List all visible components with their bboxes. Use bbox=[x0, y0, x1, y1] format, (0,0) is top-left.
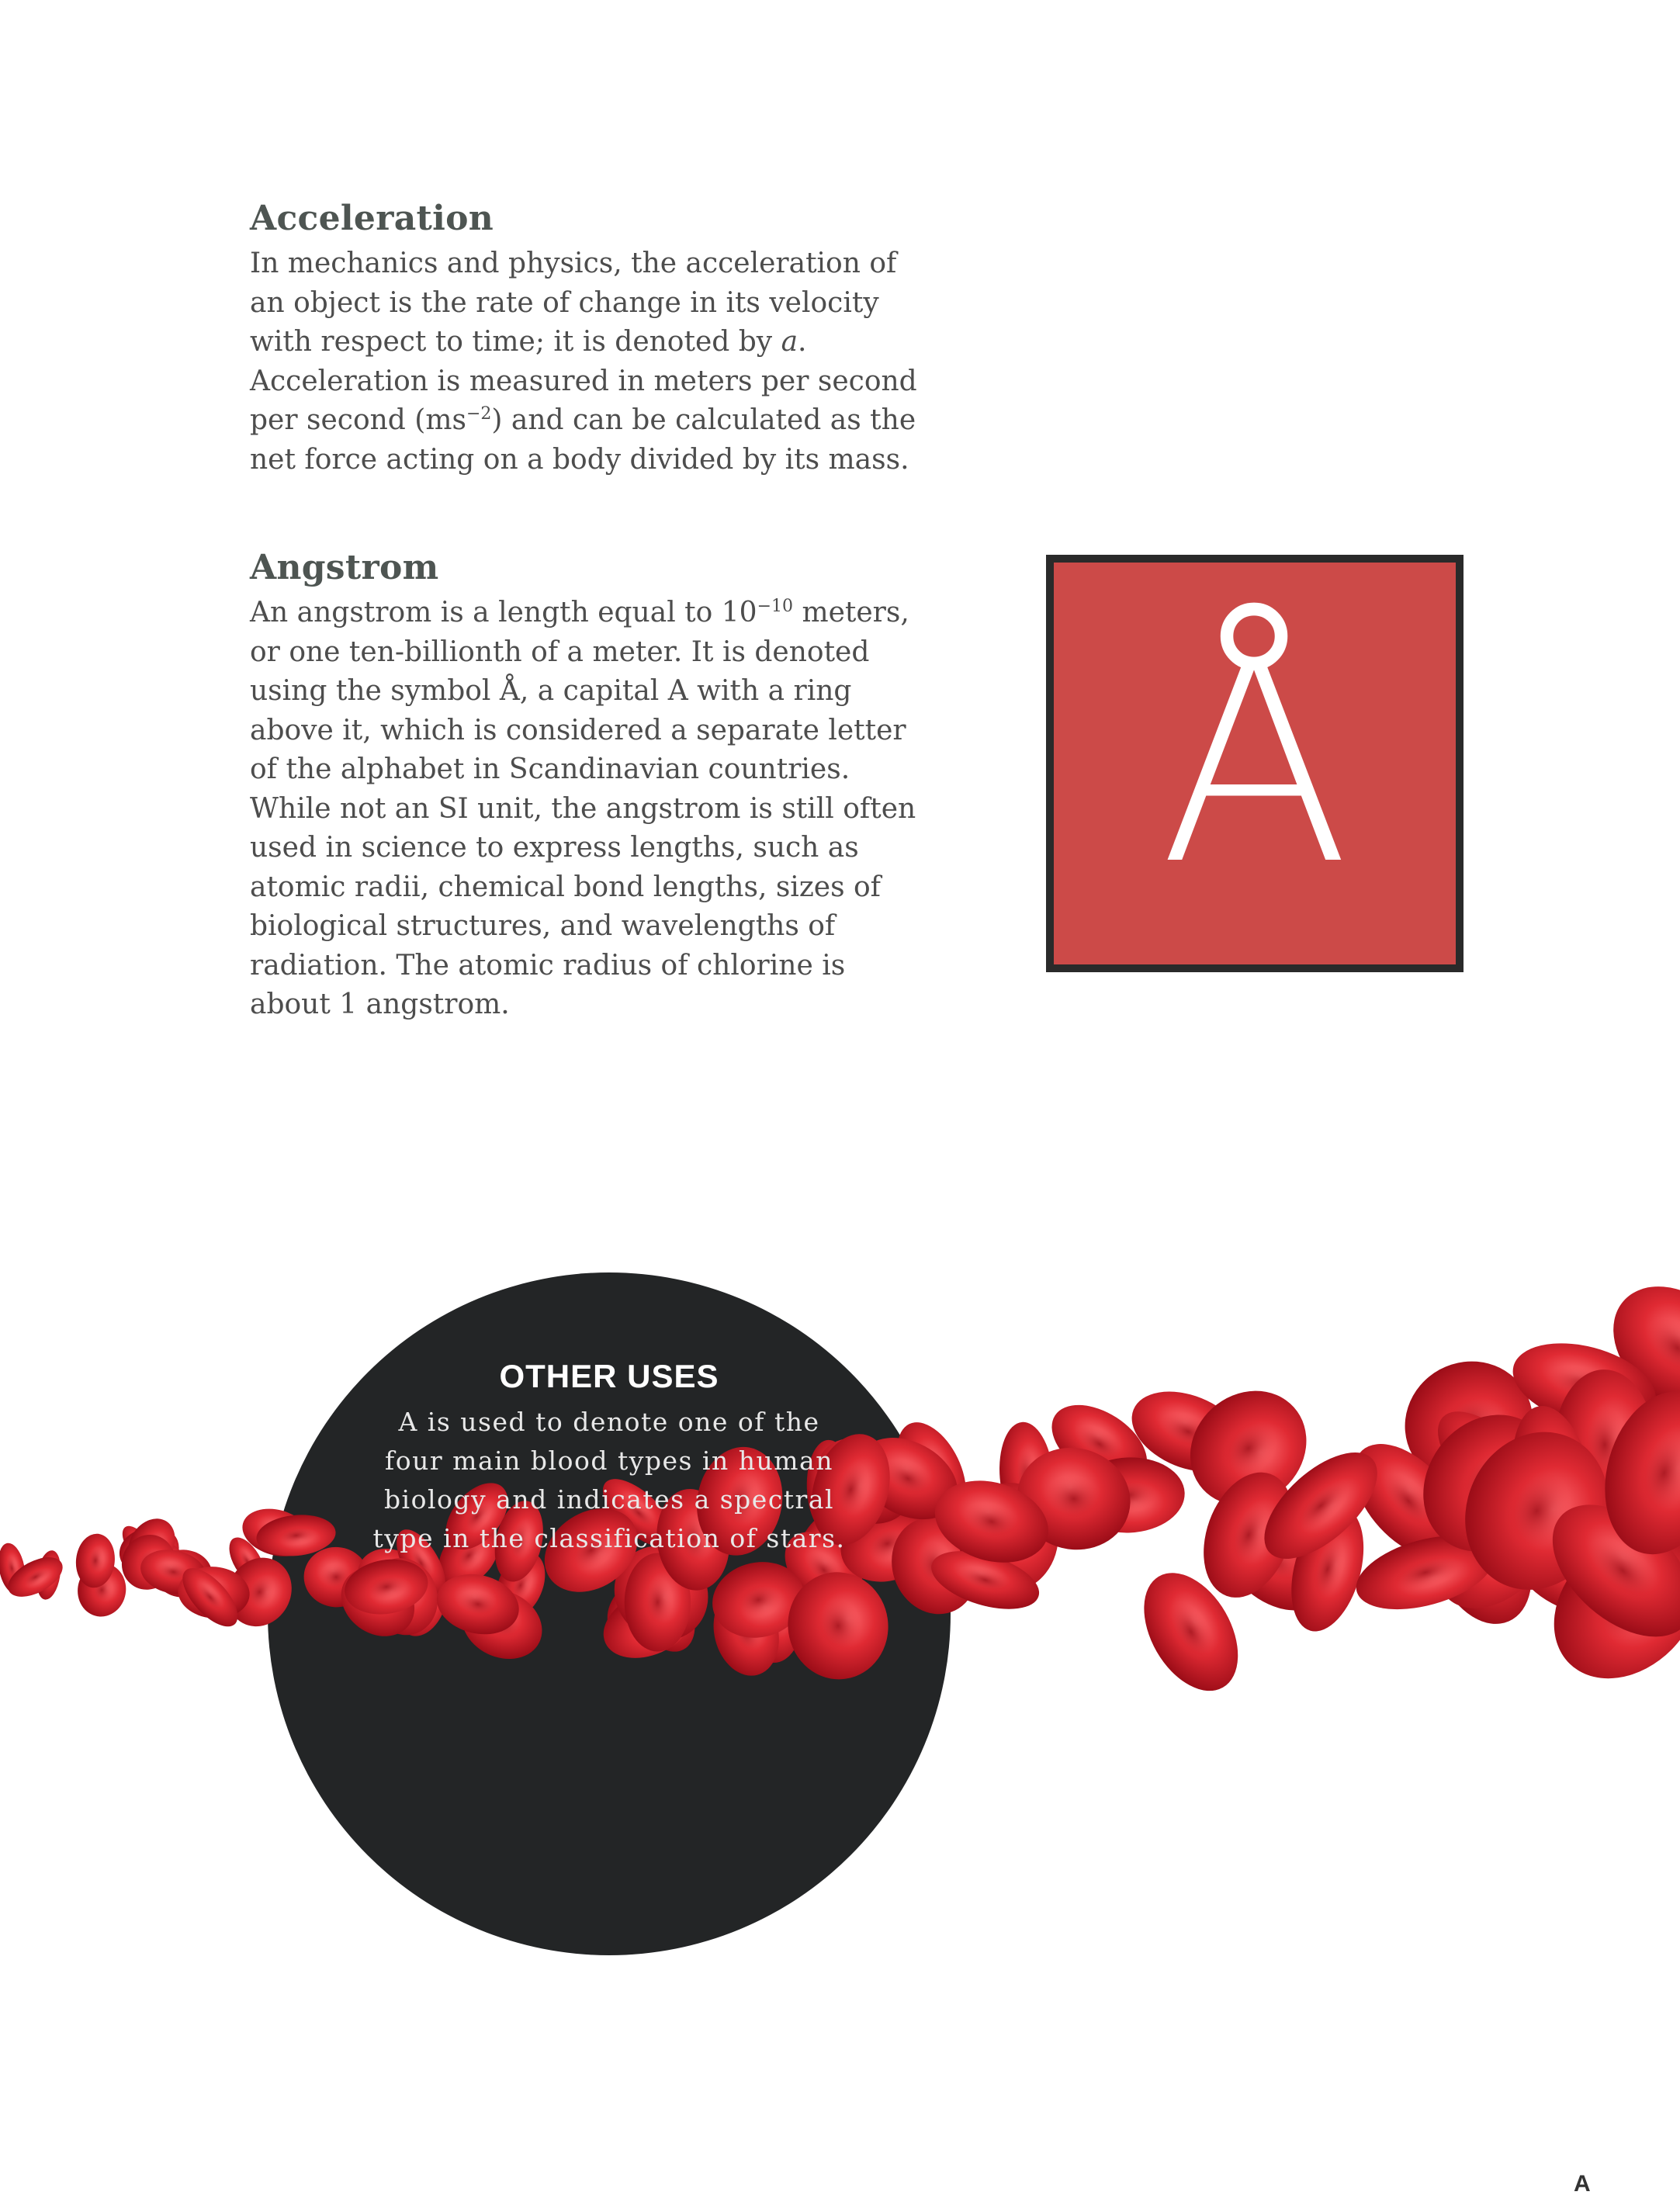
acceleration-symbol: a bbox=[781, 326, 798, 358]
angstrom-glyph: Å bbox=[1159, 601, 1351, 926]
other-uses-heading: OTHER USES bbox=[499, 1358, 719, 1394]
angstrom-entry bbox=[250, 548, 917, 1025]
acceleration-text: In mechanics and physics, the acceleration of an object is the rate of change in its velocity with respect to time; it is denoted by a. Acceleration is measured in meters per second per second $(ms^{-2})$ and can be calculated as the net force acting on a body divided by its mass. bbox=[250, 248, 917, 476]
page-letter-marker: A bbox=[1574, 2171, 1591, 2197]
other-uses-callout bbox=[272, 1311, 947, 1916]
acceleration-heading: Acceleration bbox=[250, 199, 494, 238]
angstrom-letter-tile bbox=[1046, 555, 1464, 972]
angstrom-text: An angstrom is a length equal to $10^{-10}$ meters, or one ten-billionth of a meter. It is denoted using the symbol Å, a capital A with a ring above it, which is considered a separate letter of the alphabet in Scandinavian countries. While not an SI unit, the angstrom is still often used in science to express lengths, such as atomic radii, chemical bond lengths, sizes of biological structures, and wavelengths of radiation. The atomic radius of chlorine is about 1 angstrom. bbox=[250, 597, 916, 1020]
angstrom-heading: Angstrom bbox=[250, 548, 439, 587]
acceleration-entry bbox=[250, 199, 917, 480]
letter-tile-background bbox=[1054, 563, 1456, 964]
other-uses-text: A is used to denote one of the four main blood types in human biology and indicates a spectral type in the classification of stars. bbox=[372, 1407, 846, 1553]
